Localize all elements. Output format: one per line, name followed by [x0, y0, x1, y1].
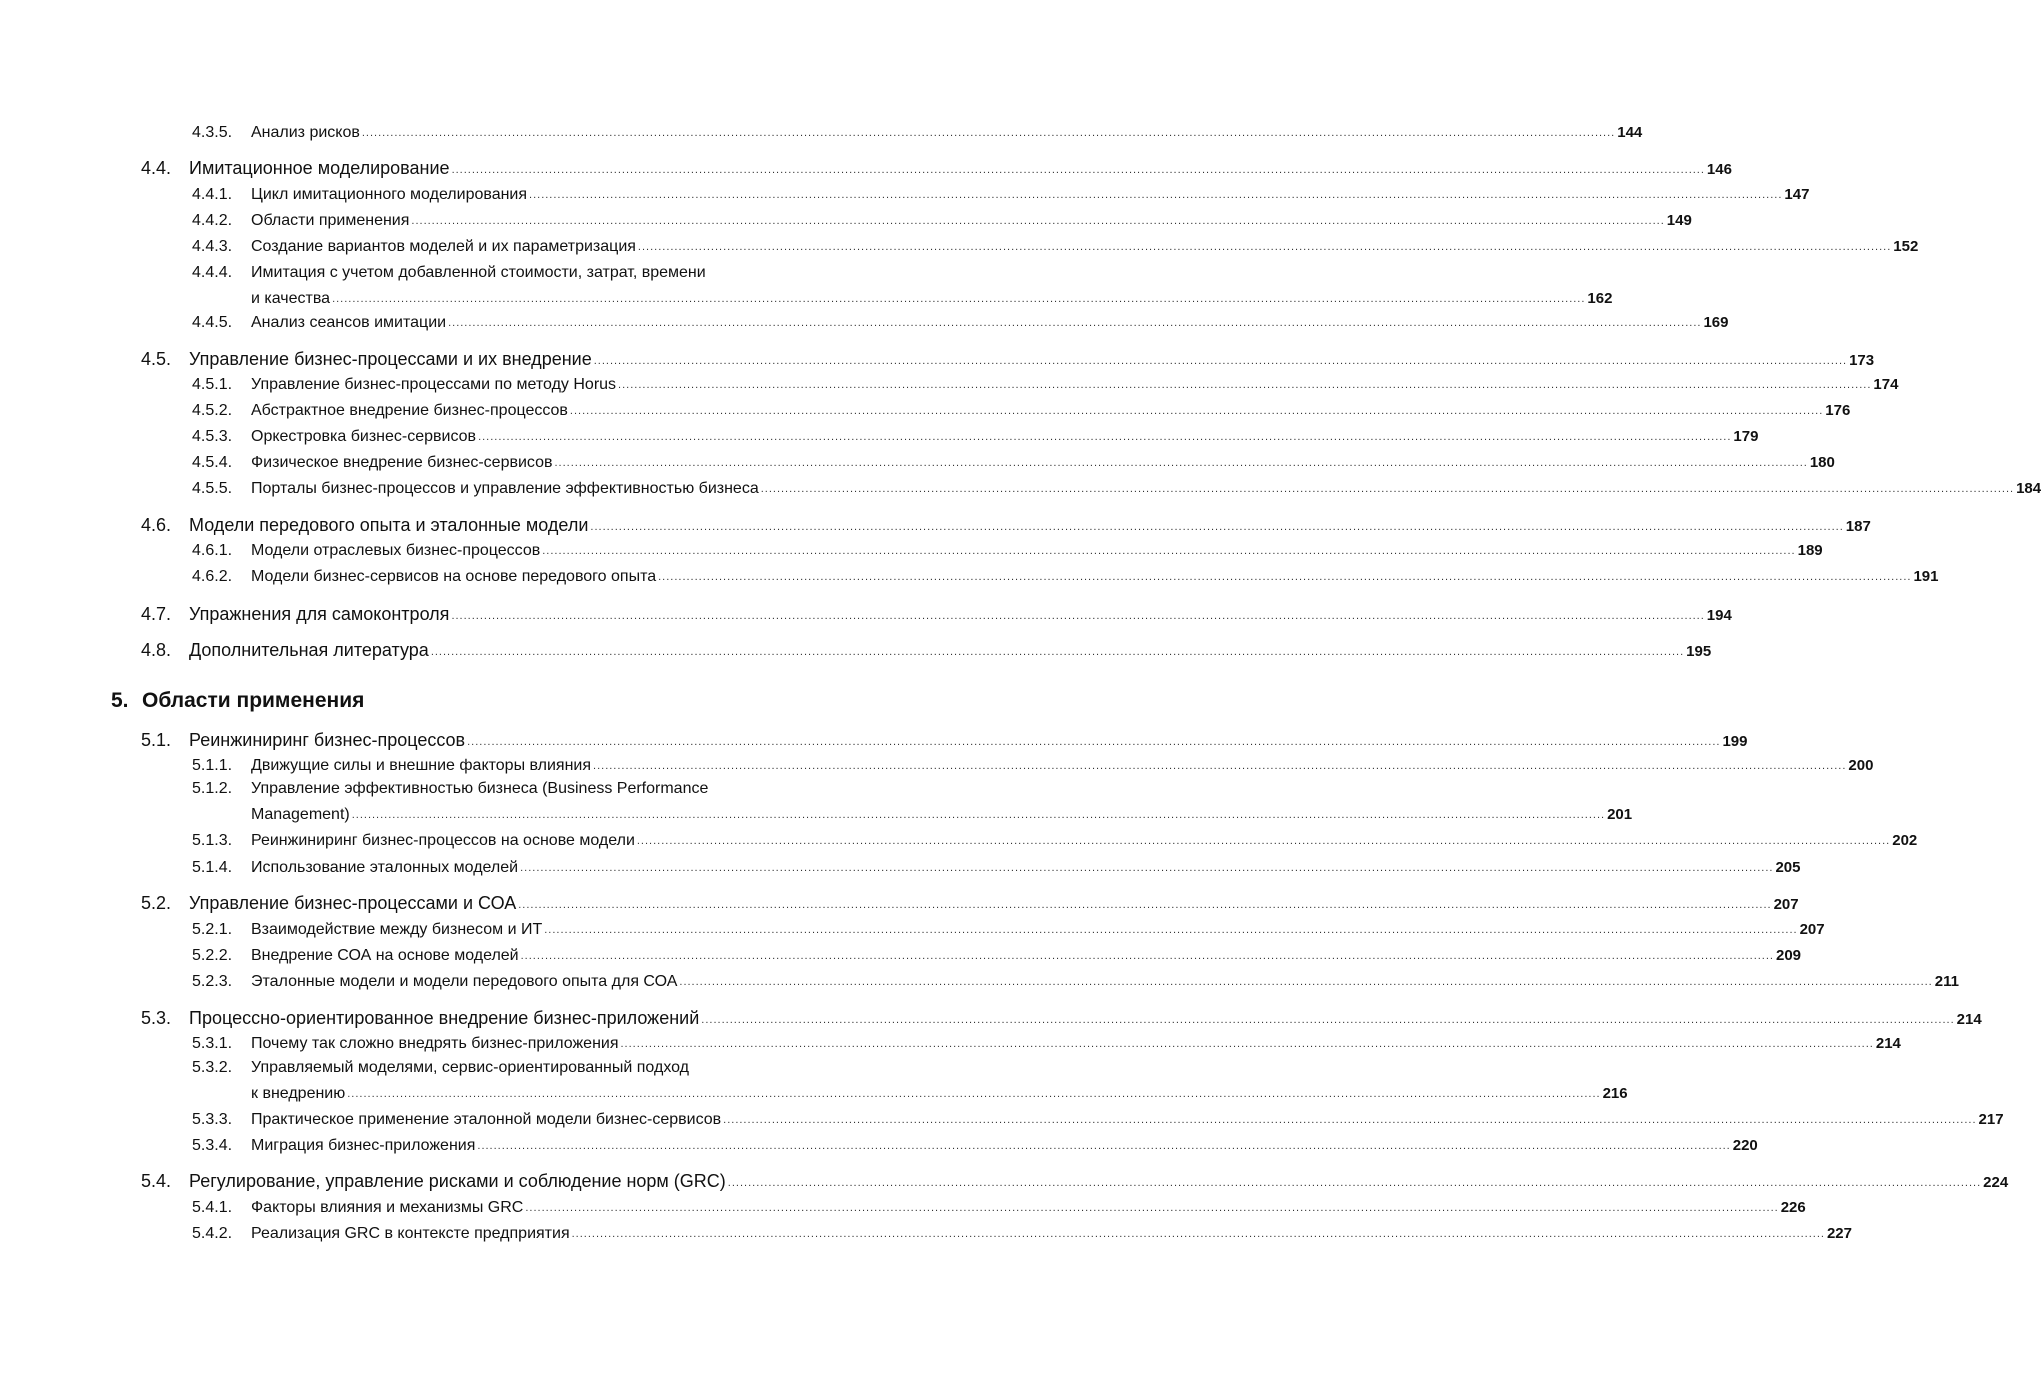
- toc-entry: [192, 477, 2041, 501]
- entry-page-number: 207: [1773, 896, 1799, 913]
- entry-number: 5.1.: [141, 730, 172, 750]
- toc-entry: [192, 399, 1851, 423]
- entry-title: Упражнения для самоконтроля: [189, 604, 450, 624]
- entry-page-number: 189: [1797, 542, 1823, 559]
- entry-title-continuation: Management): [251, 806, 350, 823]
- entry-page-number: 174: [1873, 376, 1899, 393]
- entry-page-number: 184: [2016, 480, 2041, 497]
- entry-page-number: 224: [1983, 1174, 2009, 1191]
- toc-entry: [141, 347, 1875, 371]
- dot-leader: [572, 1222, 1825, 1246]
- entry-number: 5.4.: [141, 1171, 172, 1191]
- toc-entry: [192, 373, 1899, 397]
- entry-number: 4.4.5.: [192, 314, 233, 331]
- dot-leader: [638, 235, 1891, 259]
- dot-leader: [637, 829, 1890, 853]
- entry-page-number: 191: [1913, 568, 1939, 585]
- entry-page-number: 179: [1733, 428, 1759, 445]
- dot-leader: [467, 730, 1720, 754]
- entry-number: 4.7.: [141, 604, 172, 624]
- entry-title: Почему так сложно внедрять бизнес-приложения: [251, 1035, 619, 1052]
- toc-entry: [141, 513, 1871, 537]
- entry-title: Внедрение СОА на основе моделей: [251, 947, 519, 964]
- toc-entry: [192, 451, 1835, 475]
- toc-entry: [192, 970, 1959, 994]
- dot-leader: [529, 183, 1782, 207]
- dot-leader: [728, 1171, 1981, 1195]
- entry-title: Модели отраслевых бизнес-процессов: [251, 542, 541, 559]
- entry-title: Цикл имитационного моделирования: [251, 186, 528, 203]
- entry-number: 5.1.3.: [192, 832, 233, 849]
- entry-number: 5.3.2.: [192, 1059, 233, 1076]
- entry-title: Области применения: [251, 212, 410, 229]
- toc-entry: [141, 728, 1748, 752]
- dot-leader: [452, 158, 1705, 182]
- entry-title: Процессно-ориентированное внедрение бизнес-приложений: [189, 1008, 700, 1028]
- entry-number: 5.1.1.: [192, 757, 233, 774]
- entry-page-number: 211: [1934, 973, 1959, 990]
- entry-page-number: 194: [1706, 607, 1732, 624]
- entry-title: Управляемый моделями, сервис-ориентированный подход: [251, 1059, 690, 1076]
- entry-number: 5.3.4.: [192, 1137, 233, 1154]
- entry-page-number: 199: [1722, 733, 1748, 750]
- entry-number: 5.2.2.: [192, 947, 233, 964]
- entry-number: 5.3.3.: [192, 1111, 233, 1128]
- dot-leader: [477, 1134, 1730, 1158]
- entry-title: Управление бизнес-процессами и СОА: [189, 893, 517, 913]
- entry-title: Эталонные модели и модели передового опыта для СОА: [251, 973, 678, 990]
- dot-leader: [520, 856, 1773, 880]
- entry-page-number: 144: [1617, 124, 1643, 141]
- entry-number: 4.5.1.: [192, 376, 233, 393]
- dot-leader: [478, 425, 1731, 449]
- dot-leader: [590, 515, 1843, 539]
- dot-leader: [362, 121, 1615, 145]
- toc-entry: [141, 1169, 2009, 1193]
- dot-leader: [761, 477, 2014, 501]
- entry-title: Практическое применение эталонной модели бизнес-сервисов: [251, 1111, 722, 1128]
- toc-entry: [192, 183, 1810, 207]
- dot-leader: [451, 604, 1704, 628]
- entry-number: 5.1.4.: [192, 859, 233, 876]
- entry-page-number: 169: [1703, 314, 1729, 331]
- entry-number: 4.6.2.: [192, 568, 233, 585]
- entry-page-number: 214: [1875, 1035, 1901, 1052]
- entry-page-number: 149: [1666, 212, 1692, 229]
- entry-number: 4.6.1.: [192, 542, 233, 559]
- entry-page-number: 180: [1809, 454, 1835, 471]
- entry-page-number: 220: [1732, 1137, 1758, 1154]
- entry-title: Движущие силы и внешние факторы влияния: [251, 757, 592, 774]
- entry-title: Управление эффективностью бизнеса (Business Performance: [251, 780, 709, 797]
- chapter-title: Области применения: [142, 689, 365, 712]
- toc-entry: [192, 944, 1802, 968]
- entry-title: Использование эталонных моделей: [251, 859, 519, 876]
- toc-entry: [192, 565, 1939, 589]
- entry-title: Миграция бизнес-приложения: [251, 1137, 476, 1154]
- entry-page-number: 205: [1775, 859, 1801, 876]
- dot-leader: [542, 539, 1795, 563]
- toc-entry: [192, 1196, 1806, 1220]
- entry-number: 4.6.: [141, 515, 172, 535]
- toc-entry: [192, 235, 1919, 259]
- toc-entry: [192, 261, 838, 285]
- toc-entry: [192, 1222, 1852, 1246]
- dot-leader: [521, 944, 1774, 968]
- entry-number: 5.4.2.: [192, 1225, 233, 1242]
- entry-number: 4.4.: [141, 158, 172, 178]
- toc-entry: [192, 754, 1874, 778]
- toc-entry: [192, 829, 1918, 853]
- entry-page-number: 195: [1686, 643, 1712, 660]
- entry-page-number: 147: [1784, 186, 1810, 203]
- toc-entry: [192, 1056, 838, 1080]
- entry-title: Регулирование, управление рисками и соблюдение норм (GRC): [189, 1171, 726, 1191]
- chapter-number: 5.: [111, 689, 129, 712]
- entry-title: Взаимодействие между бизнесом и ИТ: [251, 921, 543, 938]
- dot-leader: [679, 970, 1932, 994]
- entry-number: 5.2.3.: [192, 973, 233, 990]
- toc-entry: [141, 638, 1712, 662]
- entry-title: Реинжиниринг бизнес-процессов на основе модели: [251, 832, 635, 849]
- toc-entry-continuation: [192, 287, 1613, 311]
- toc-entry: [141, 602, 1732, 626]
- entry-title: Факторы влияния и механизмы GRC: [251, 1199, 524, 1216]
- entry-page-number: 217: [1978, 1111, 2004, 1128]
- toc-entry: [192, 777, 838, 801]
- toc-entry: [192, 918, 1825, 942]
- entry-page-number: 173: [1849, 352, 1875, 369]
- toc-entry: [141, 1006, 1982, 1030]
- entry-number: 4.5.4.: [192, 454, 233, 471]
- entry-number: 5.2.1.: [192, 921, 233, 938]
- entry-number: 4.4.1.: [192, 186, 233, 203]
- entry-page-number: 176: [1825, 402, 1851, 419]
- dot-leader: [723, 1108, 1976, 1132]
- chapter-heading: [111, 687, 364, 715]
- entry-title: Реинжиниринг бизнес-процессов: [189, 730, 466, 750]
- entry-title: Физическое внедрение бизнес-сервисов: [251, 454, 553, 471]
- entry-page-number: 216: [1602, 1085, 1628, 1102]
- entry-page-number: 187: [1845, 518, 1871, 535]
- entry-title: Анализ сеансов имитации: [251, 314, 447, 331]
- dot-leader: [448, 311, 1701, 335]
- toc-entry: [192, 1134, 1758, 1158]
- entry-page-number: 209: [1775, 947, 1802, 964]
- toc-entry: [192, 311, 1729, 335]
- entry-title: Имитационное моделирование: [189, 158, 450, 178]
- entry-number: 5.3.: [141, 1008, 172, 1028]
- entry-title: Порталы бизнес-процессов и управление эффективностью бизнеса: [251, 480, 759, 497]
- entry-number: 4.5.: [141, 349, 172, 369]
- entry-number: 4.3.5.: [192, 124, 233, 141]
- entry-title: Оркестровка бизнес-сервисов: [251, 428, 477, 445]
- dot-leader: [658, 565, 1911, 589]
- dot-leader: [518, 893, 1771, 917]
- dot-leader: [332, 287, 1585, 311]
- entry-number: 4.5.2.: [192, 402, 233, 419]
- dot-leader: [554, 451, 1807, 475]
- entry-number: 4.4.2.: [192, 212, 233, 229]
- dot-leader: [544, 918, 1797, 942]
- entry-title: Управление бизнес-процессами по методу Horus: [251, 376, 617, 393]
- entry-number: 4.8.: [141, 640, 172, 660]
- toc-entry-continuation: [192, 1082, 1628, 1106]
- toc-entry: [141, 156, 1732, 180]
- toc-entry: [192, 425, 1759, 449]
- toc-entry: [141, 891, 1799, 915]
- entry-title: Модели бизнес-сервисов на основе передового опыта: [251, 568, 657, 585]
- entry-title-continuation: и качества: [251, 290, 331, 307]
- dot-leader: [621, 1032, 1874, 1056]
- entry-title: Анализ рисков: [251, 124, 360, 141]
- entry-number: 4.5.3.: [192, 428, 233, 445]
- entry-number: 4.4.3.: [192, 238, 233, 255]
- toc-entry-continuation: [192, 803, 1633, 827]
- entry-title: Имитация с учетом добавленной стоимости, затрат, времени: [251, 264, 706, 281]
- entry-page-number: 200: [1848, 757, 1874, 774]
- entry-title-continuation: к внедрению: [251, 1085, 346, 1102]
- dot-leader: [352, 803, 1605, 827]
- entry-number: 5.2.: [141, 893, 172, 913]
- toc-entry: [192, 1032, 1901, 1056]
- entry-number: 4.4.4.: [192, 264, 233, 281]
- entry-page-number: 226: [1780, 1199, 1806, 1216]
- entry-number: 5.4.1.: [192, 1199, 233, 1216]
- entry-number: 5.3.1.: [192, 1035, 233, 1052]
- entry-title: Создание вариантов моделей и их параметризация: [251, 238, 636, 255]
- entry-number: 4.5.5.: [192, 480, 233, 497]
- entry-title: Дополнительная литература: [189, 640, 429, 660]
- entry-page-number: 227: [1826, 1225, 1852, 1242]
- dot-leader: [593, 754, 1846, 778]
- toc-entry: [192, 209, 1692, 233]
- dot-leader: [618, 373, 1871, 397]
- toc-entry: [192, 856, 1801, 880]
- toc-entry: [192, 539, 1823, 563]
- entry-page-number: 146: [1706, 161, 1732, 178]
- entry-number: 5.1.2.: [192, 780, 233, 797]
- entry-page-number: 207: [1799, 921, 1825, 938]
- entry-page-number: 201: [1607, 806, 1633, 823]
- entry-page-number: 162: [1587, 290, 1613, 307]
- toc-entry: [192, 1108, 2004, 1132]
- dot-leader: [701, 1008, 1954, 1032]
- dot-leader: [594, 349, 1847, 373]
- toc-entry: [192, 121, 1643, 145]
- dot-leader: [570, 399, 1823, 423]
- entry-title: Реализация GRC в контексте предприятия: [251, 1225, 570, 1242]
- dot-leader: [525, 1196, 1778, 1220]
- entry-title: Абстрактное внедрение бизнес-процессов: [251, 402, 568, 419]
- entry-page-number: 214: [1956, 1011, 1982, 1028]
- dot-leader: [347, 1082, 1600, 1106]
- dot-leader: [431, 640, 1684, 664]
- entry-title: Управление бизнес-процессами и их внедрение: [189, 349, 592, 369]
- entry-page-number: 152: [1893, 238, 1919, 255]
- entry-page-number: 202: [1892, 832, 1918, 849]
- dot-leader: [411, 209, 1664, 233]
- entry-title: Модели передового опыта и эталонные модели: [189, 515, 589, 535]
